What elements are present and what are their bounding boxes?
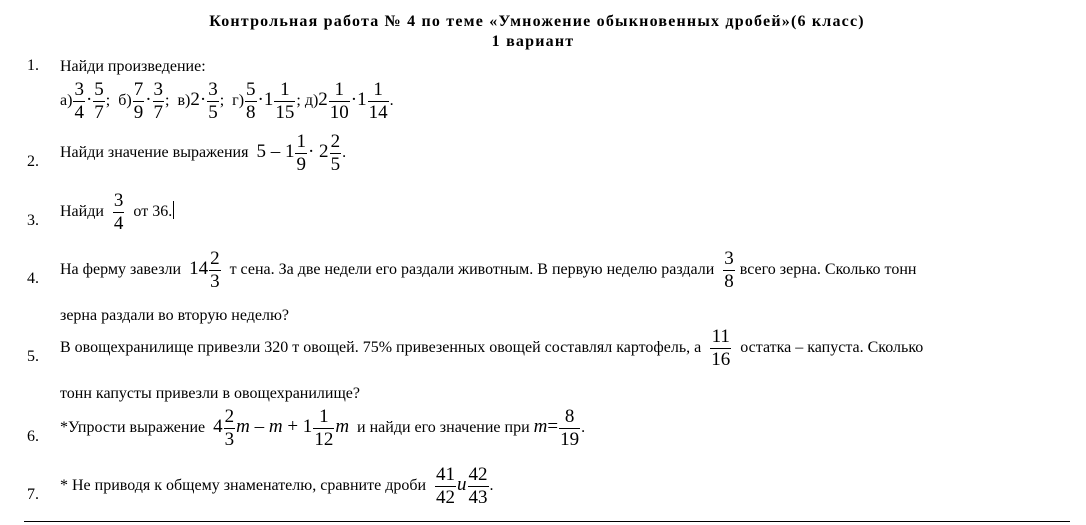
fraction: $\frac{2}{3}$ — [210, 248, 220, 292]
bottom-divider — [24, 521, 1070, 522]
fraction: $\frac{8}{19}$ — [560, 406, 580, 450]
fraction: $\frac{3}{4}$ — [74, 79, 84, 123]
label-a: а) — [60, 92, 73, 110]
task-number: 1. — [27, 57, 39, 74]
fraction: $\frac{1}{9}$ — [296, 131, 306, 175]
fraction: $\frac{1}{12}$ — [314, 406, 334, 450]
fraction: $\frac{5}{7}$ — [94, 79, 104, 123]
fraction: $\frac{3}{4}$ — [113, 190, 124, 234]
task-text: * Не приводя к общему знаменателю, сравните дроби $\frac{41}{42}$ и $\frac{42}{43}$ . — [60, 464, 494, 508]
fraction: $\frac{2}{5}$ — [330, 131, 341, 175]
fraction: $\frac{2}{3}$ — [224, 406, 235, 450]
task-text: Найди $\frac{3}{4}$ от 36. — [60, 190, 173, 234]
task-number: 6. — [27, 428, 39, 445]
label-c: в) — [177, 92, 191, 110]
task-text-line2: тонн капусты привезли в овощехранилище? — [60, 385, 360, 402]
fraction: $\frac{7}{9}$ — [133, 79, 144, 123]
fraction: $\frac{41}{42}$ — [436, 464, 456, 508]
fraction: $\frac{3}{7}$ — [153, 79, 164, 123]
task-text: *Упрости выражение 4 $\frac{2}{3}$ m – m + 1 $\frac{1}{12}$ m и найди его значение при m= $\frac{8}{19}$ . — [60, 406, 586, 450]
task-text: Найди произведение: — [60, 58, 206, 75]
task-text-line2: зерна раздали во вторую неделю? — [60, 307, 290, 324]
task-number: 7. — [27, 486, 39, 503]
fraction: $\frac{3}{8}$ — [724, 248, 734, 292]
page-title: Контрольная работа № 4 по теме «Умножение обыкновенных дробей»(6 класс) — [209, 13, 865, 30]
task-number: 2. — [27, 153, 39, 170]
fraction: $\frac{1}{14}$ — [368, 79, 388, 123]
label-d: г) — [232, 92, 245, 110]
task-number: 4. — [27, 270, 39, 287]
task-text: В овощехранилище привезли 320 т овощей. 75% привезенных овощей составлял картофель, а $\frac{11}{16}$ остатка – капуста. Сколько — [60, 326, 924, 370]
task-1-expressions: а) $\frac{3}{4}$ · $\frac{5}{7}$ ; б) $\frac{7}{9}$ · $\frac{3}{7}$ ; в)2· $\frac{3}{5}$ ; г) $\frac{5}{8}$ ·1 $\frac{1}{15}$ ; д)2 $\frac{1}{10}$ ·1 $\frac{1}{14}$ . — [60, 79, 394, 123]
fraction: $\frac{1}{10}$ — [329, 79, 349, 123]
label-b: б) — [118, 92, 132, 110]
fraction: $\frac{5}{8}$ — [246, 79, 256, 123]
task-text: На ферму завезли 14 $\frac{2}{3}$ т сена. За две недели его раздали животным. В первую неделю раздали $\frac{3}{8}$ всего зерна. Сколько тонн — [60, 248, 917, 292]
task-text: Найди значение выражения 5 – 1 $\frac{1}{9}$ · 2 $\frac{2}{5}$ . — [60, 131, 347, 175]
task-number: 5. — [27, 348, 39, 365]
label-e: д) — [304, 92, 319, 110]
text-cursor — [173, 201, 174, 219]
variant-title: 1 вариант — [491, 33, 575, 50]
fraction: $\frac{1}{15}$ — [275, 79, 295, 123]
fraction: $\frac{11}{16}$ — [711, 326, 731, 370]
task-number: 3. — [27, 212, 39, 229]
fraction: $\frac{42}{43}$ — [468, 464, 488, 508]
fraction: $\frac{3}{5}$ — [208, 79, 218, 123]
